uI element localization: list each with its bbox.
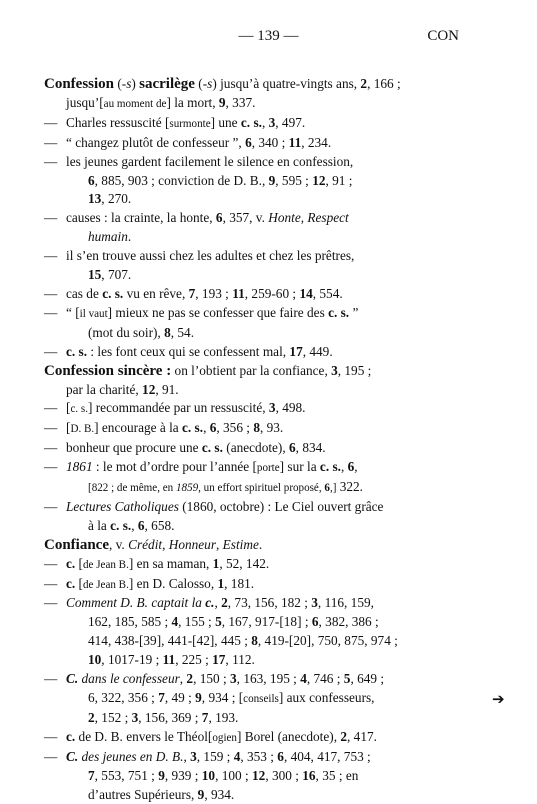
- index-line: humain.: [88, 229, 132, 245]
- index-line: — c. [de Jean B.] en D. Calosso, 1, 181.: [44, 575, 255, 591]
- index-line: 7, 553, 751 ; 9, 939 ; 10, 100 ; 12, 300 ; 16, 35 ; en: [88, 767, 359, 783]
- index-line: (mot du soir), 8, 54.: [88, 324, 195, 340]
- index-line: 6, 322, 356 ; 7, 49 ; 9, 934 ; [conseils] aux confesseurs,: [88, 690, 375, 705]
- index-line: — C. des jeunes en D. B., 3, 159 ; 4, 353 ; 6, 404, 417, 753 ;: [44, 748, 371, 764]
- page-number: — 139 —: [238, 28, 299, 44]
- index-line: — il s’en trouve aussi chez les adultes et chez les prêtres,: [44, 248, 355, 264]
- index-line: — Charles ressuscité [surmonte] une c. s., 3, 497.: [44, 114, 306, 130]
- index-line: 10, 1017-19 ; 11, 225 ; 17, 112.: [88, 652, 255, 668]
- index-line: 13, 270.: [88, 191, 132, 207]
- index-line: — C. dans le confesseur, 2, 150 ; 3, 163, 195 ; 4, 746 ; 5, 649 ;: [44, 671, 385, 687]
- page-header: [0, 28, 537, 48]
- index-line: par la charité, 12, 91.: [66, 381, 179, 397]
- index-line: — causes : la crainte, la honte, 6, 357, v. Honte, Respect: [44, 210, 349, 226]
- index-line: 162, 185, 585 ; 4, 155 ; 5, 167, 917-[18] ; 6, 382, 386 ;: [88, 614, 379, 630]
- index-line: — “ changez plutôt de confesseur ”, 6, 340 ; 11, 234.: [44, 134, 332, 150]
- index-line: à la c. s., 6, 658.: [88, 517, 175, 533]
- index-line: 2, 152 ; 3, 156, 369 ; 7, 193.: [88, 709, 239, 725]
- index-line: Confession sincère : on l’obtient par la confiance, 3, 195 ;: [44, 362, 372, 379]
- index-line: Confiance, v. Crédit, Honneur, Estime.: [44, 536, 263, 553]
- index-line: — “ [il vaut] mieux ne pas se confesser que faire des c. s. ”: [44, 304, 359, 320]
- index-line: — les jeunes gardent facilement le silence en confession,: [44, 153, 354, 169]
- index-line: d’autres Supérieurs, 9, 934.: [88, 786, 235, 802]
- index-line: — bonheur que procure une c. s. (anecdote), 6, 834.: [44, 440, 326, 456]
- index-line: — [D. B.] encourage à la c. s., 6, 356 ; 8, 93.: [44, 420, 284, 436]
- next-page-arrow-icon[interactable]: ➔: [492, 692, 505, 708]
- index-line: 6, 885, 903 ; conviction de D. B., 9, 595 ; 12, 91 ;: [88, 172, 353, 188]
- index-line: — 1861 : le mot d’ordre pour l’année [porte] sur la c. s., 6,: [44, 459, 358, 475]
- index-line: 414, 438-[39], 441-[42], 445 ; 8, 419-[20], 750, 875, 974 ;: [88, 633, 398, 649]
- index-line: — Lectures Catholiques (1860, octobre) : Le Ciel ouvert grâce: [44, 498, 384, 514]
- index-entries: [44, 75, 484, 804]
- index-line: — c. s. : les font ceux qui se confessent mal, 17, 449.: [44, 343, 333, 359]
- index-line: — c. de D. B. envers le Théol[ogien] Borel (anecdote), 2, 417.: [44, 728, 377, 744]
- running-head: CON: [427, 28, 459, 44]
- index-line: — c. [de Jean B.] en sa maman, 1, 52, 142.: [44, 555, 270, 571]
- index-line: Confession (-s) sacrilège (-s) jusqu’à quatre-vingts ans, 2, 166 ;: [44, 76, 401, 92]
- index-line: — Comment D. B. captait la c., 2, 73, 156, 182 ; 3, 116, 159,: [44, 595, 374, 611]
- index-line: jusqu’[au moment de] la mort, 9, 337.: [66, 94, 256, 110]
- index-line: — [c. s.] recommandée par un ressuscité, 3, 498.: [44, 400, 306, 416]
- index-line: [822 ; de même, en 1859, un effort spirituel proposé, 6,] 322.: [88, 479, 363, 495]
- index-line: 15, 707.: [88, 267, 132, 283]
- index-line: — cas de c. s. vu en rêve, 7, 193 ; 11, 259-60 ; 14, 554.: [44, 285, 343, 301]
